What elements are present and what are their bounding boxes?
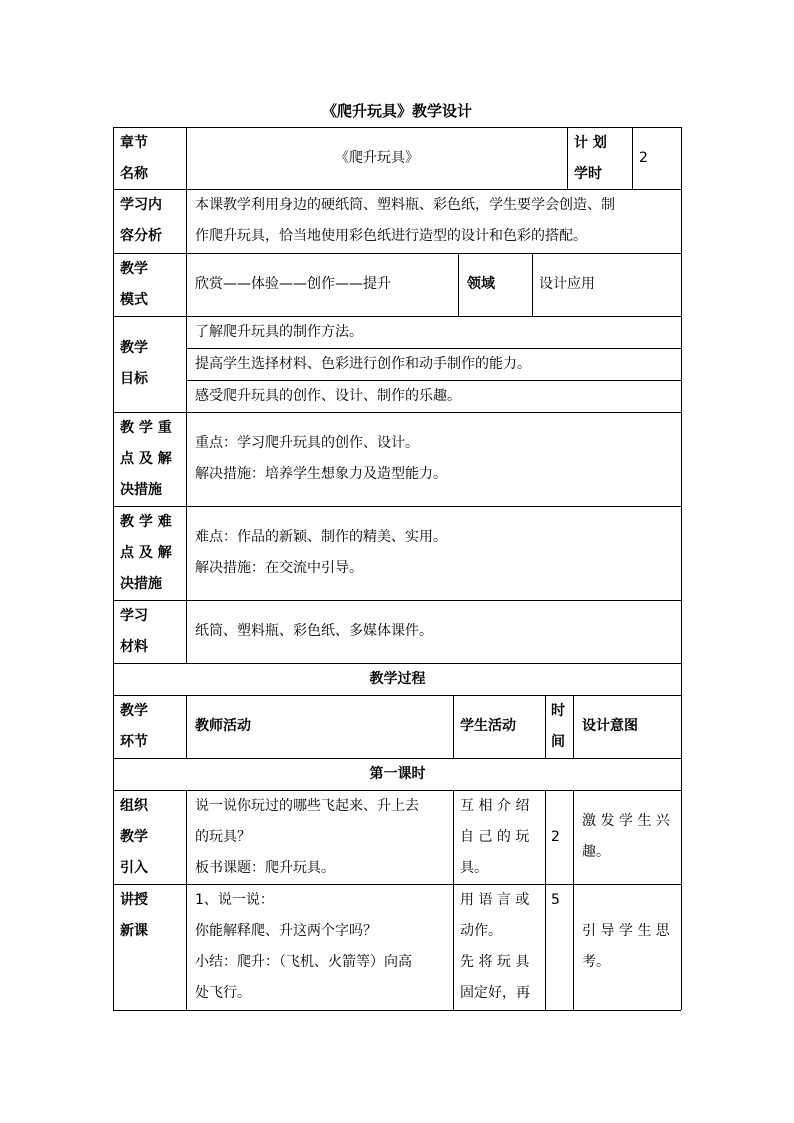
- materials-value: 纸筒、塑料瓶、彩色纸、多媒体课件。: [195, 623, 433, 639]
- table-rule: [113, 695, 681, 696]
- table-border-right: [681, 127, 682, 1010]
- header-time: 时 间: [551, 703, 565, 750]
- difficult-points-label: 教 学 难 点 及 解 决措施: [120, 514, 172, 592]
- goal-item: 了解爬升玩具的制作方法。: [195, 324, 363, 340]
- header-teacher: 教师活动: [195, 718, 251, 734]
- process-heading: 教学过程: [369, 671, 426, 687]
- key-points-label: 教 学 重 点 及 解 决措施: [120, 420, 172, 498]
- document-title: 《爬升玩具》教学设计: [321, 102, 472, 120]
- header-intent: 设计意图: [582, 718, 638, 734]
- stage-student-activity: 用 语 言 或 动作。 先 将 玩 具 固定好，再: [460, 892, 530, 1001]
- planned-hours-value: 2: [639, 150, 648, 166]
- field-label: 领域: [467, 276, 495, 292]
- field-value: 设计应用: [539, 276, 595, 292]
- table-rule: [113, 1010, 681, 1011]
- materials-label: 学习 材料: [120, 608, 148, 655]
- stage-student-activity: 互 相 介 绍 自 己 的 玩 具。: [460, 798, 530, 876]
- stage-teacher-activity: 1、说一说： 你能解释爬、升这两个字吗？ 小结：爬升：（飞机、火箭等）向高 处飞行。: [195, 892, 412, 1001]
- table-rule: [113, 600, 681, 601]
- mode-label: 教学 模式: [120, 261, 148, 308]
- stage-step: 讲授 新课: [120, 892, 148, 939]
- analysis-label: 学习内 容分析: [120, 197, 162, 244]
- goals-label: 教学 目标: [120, 340, 148, 387]
- lesson-heading: 第一课时: [369, 766, 426, 782]
- chapter-value: 《爬升玩具》: [335, 150, 419, 166]
- header-step: 教学 环节: [120, 703, 148, 750]
- table-rule: [113, 506, 681, 507]
- difficult-points-value: 难点：作品的新颖、制作的精美、实用。 解决措施：在交流中引导。: [195, 529, 447, 576]
- stage-time: 2: [551, 829, 560, 845]
- goal-item: 感受爬升玩具的创作、设计、制作的乐趣。: [195, 388, 461, 404]
- planned-hours-label: 计 划 学时: [574, 135, 607, 182]
- stage-intent: 引 导 学 生 思 考。: [582, 923, 670, 970]
- header-student: 学生活动: [460, 718, 516, 734]
- goal-item: 提高学生选择材料、色彩进行创作和动手制作的能力。: [195, 356, 531, 372]
- table-rule: [113, 253, 681, 254]
- chapter-label: 章节 名称: [120, 135, 148, 182]
- stage-intent: 激 发 学 生 兴 趣。: [582, 813, 670, 860]
- stage-step: 组织 教学 引入: [120, 798, 148, 876]
- key-points-value: 重点：学习爬升玩具的创作、设计。 解决措施：培养学生想象力及造型能力。: [195, 435, 447, 482]
- stage-time: 5: [551, 892, 560, 908]
- mode-value: 欣赏——体验——创作——提升: [195, 276, 391, 292]
- analysis-value: 本课教学利用身边的硬纸筒、塑料瓶、彩色纸，学生要学会创造、制 作爬升玩具，恰当地使用彩色纸进行造型的设计和色彩的搭配。: [195, 197, 615, 244]
- table-rule: [113, 412, 681, 413]
- stage-teacher-activity: 说一说你玩过的哪些飞起来、升上去 的玩具？ 板书课题：爬升玩具。: [195, 798, 419, 876]
